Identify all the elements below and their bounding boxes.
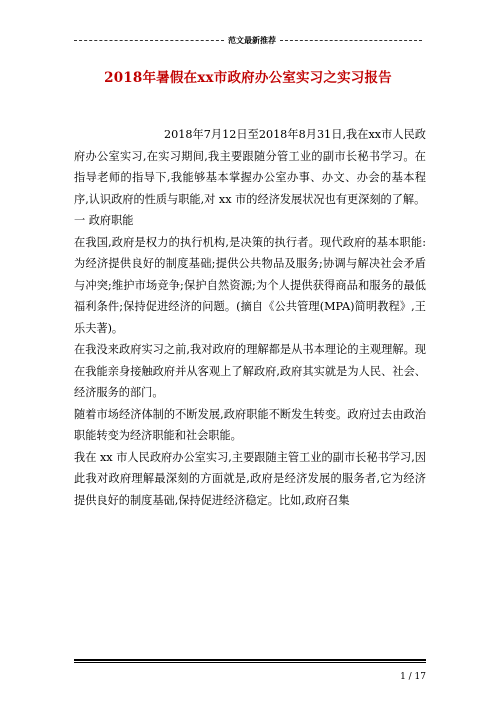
paragraph-market-economy: 随着市场经济体制的不断发展,政府职能不断发生转变。政府过去由政治职能转变为经济职能和社会职能。 [74, 407, 426, 442]
section-heading: 一 政府职能 [74, 214, 134, 227]
header-dashed-line-right [280, 40, 422, 41]
document-title: 2018年暑假在xx市政府办公室实习之实习报告 [104, 70, 392, 86]
page-number: 1 / 17 [400, 672, 426, 682]
paragraph-before-internship: 在我没来政府实习之前,我对政府的理解都是从书本理论的主观理解。现在我能亲身接触政府并从客观上了解政府,政府其实就是为人民、社会、经济服务的部门。 [74, 343, 426, 399]
paragraph-internship-role: 我在 xx 市人民政府办公室实习,主要跟随主管工业的副市长秘书学习,因此我对政府理解最深刻的方面就是,政府是经济发展的服务者,它为经济提供良好的制度基础,保持促进经济稳定。比如,政府召集 [74, 450, 426, 507]
paragraph-government-functions: 在我国,政府是权力的执行机构,是决策的执行者。现代政府的基本职能:为经济提供良好的制度基础;提供公共物品及服务;协调与解决社会矛盾与冲突;维护市场竞争;保护自然资源;为个人提供获得商品和服务的最低福利条件;保持促进经济的问题。(摘自《公共管理(MPA)简明教程》,王乐夫著)。 [74, 235, 426, 335]
footer-rule [74, 659, 426, 661]
header-label: 范文最新推荐 [228, 35, 276, 45]
page-header [74, 34, 422, 46]
paragraph-intro: 2018年7月12日至2018年8月31日,我在xx市人民政府办公室实习,在实习期间,我主要跟随分管工业的副市长秘书学习。在指导老师的指导下,我能够基本掌握办公室办事、办文、办会的基本程序,认识政府的性质与职能,对 xx 市的经济发展状况也有更深刻的了解。 [74, 128, 426, 206]
footer-rule-thin [74, 662, 426, 663]
document-body [74, 124, 426, 511]
header-dashed-line-left [74, 40, 224, 41]
